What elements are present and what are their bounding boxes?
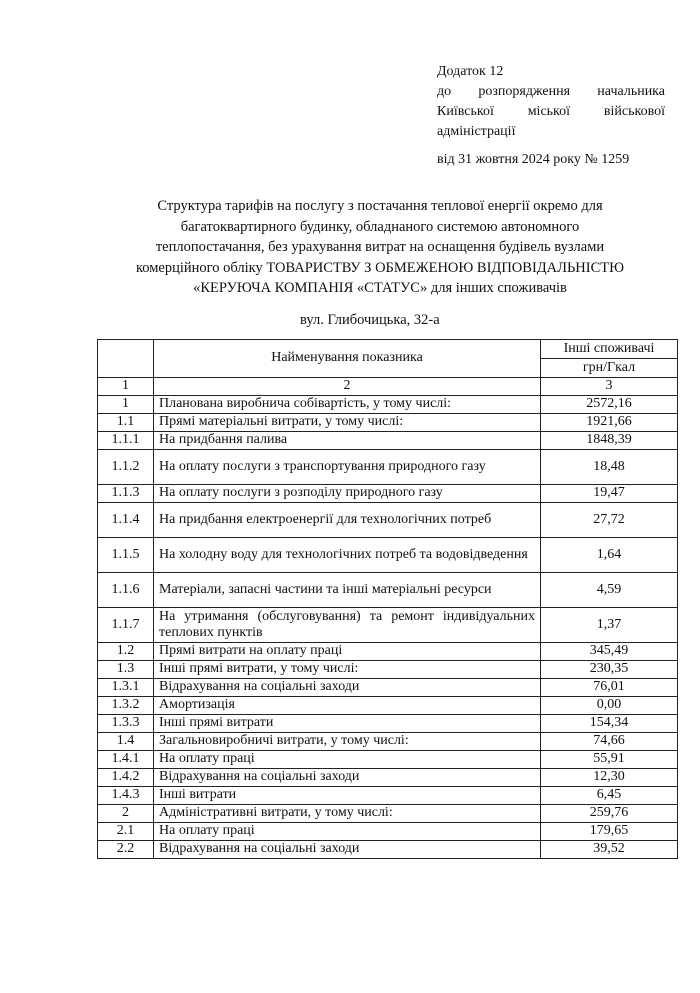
row-name: На оплату праці <box>154 751 541 769</box>
header-consumers-cell: Інші споживачі <box>541 340 678 359</box>
table-row <box>98 432 678 450</box>
row-number: 1 <box>98 396 154 414</box>
row-value: 39,52 <box>541 841 678 859</box>
header-number-cell <box>98 340 154 378</box>
row-name: Інші прямі витрати <box>154 715 541 733</box>
row-value: 12,30 <box>541 769 678 787</box>
table-row <box>98 697 678 715</box>
document-title <box>80 196 680 299</box>
row-name: На утримання (обслуговування) та ремонт індивідуальних теплових пунктів <box>154 608 541 643</box>
table-row <box>98 503 678 538</box>
row-number: 1.4.3 <box>98 787 154 805</box>
table-row <box>98 573 678 608</box>
row-value: 1,37 <box>541 608 678 643</box>
row-number: 1.3.1 <box>98 679 154 697</box>
row-value: 4,59 <box>541 573 678 608</box>
title-line: Структура тарифів на послугу з постачання теплової енергії окремо для <box>157 198 603 214</box>
table-row <box>98 450 678 485</box>
row-name: Амортизація <box>154 697 541 715</box>
row-number: 1.3.3 <box>98 715 154 733</box>
table-row <box>98 538 678 573</box>
row-number: 1.1 <box>98 414 154 432</box>
row-name: Відрахування на соціальні заходи <box>154 679 541 697</box>
row-value: 1848,39 <box>541 432 678 450</box>
header-unit-cell: грн/Гкал <box>541 359 678 378</box>
table-row <box>98 823 678 841</box>
row-name: Інші прямі витрати, у тому числі: <box>154 661 541 679</box>
table-row <box>98 715 678 733</box>
row-name: Матеріали, запасні частини та інші матеріальні ресурси <box>154 573 541 608</box>
table-row <box>98 733 678 751</box>
table-row <box>98 661 678 679</box>
row-number: 1.4.2 <box>98 769 154 787</box>
row-number: 1.1.3 <box>98 485 154 503</box>
annex-line: адміністрації <box>437 124 516 139</box>
address: вул. Глибочицька, 32-а <box>300 312 440 328</box>
table-row <box>98 485 678 503</box>
row-value: 18,48 <box>541 450 678 485</box>
row-number: 1.3 <box>98 661 154 679</box>
row-value: 2572,16 <box>541 396 678 414</box>
table-row <box>98 805 678 823</box>
row-name: Адміністративні витрати, у тому числі: <box>154 805 541 823</box>
annex-line: до розпорядження начальника <box>437 84 665 99</box>
column-index-cell: 2 <box>154 378 541 396</box>
row-name: На оплату послуги з розподілу природного газу <box>154 485 541 503</box>
row-number: 1.4 <box>98 733 154 751</box>
table-row <box>98 643 678 661</box>
title-line: багатоквартирного будинку, обладнаного системою автономного <box>180 218 580 235</box>
row-value: 0,00 <box>541 697 678 715</box>
row-value: 6,45 <box>541 787 678 805</box>
row-name: Відрахування на соціальні заходи <box>154 841 541 859</box>
row-value: 259,76 <box>541 805 678 823</box>
row-value: 1921,66 <box>541 414 678 432</box>
row-value: 74,66 <box>541 733 678 751</box>
row-number: 1.1.5 <box>98 538 154 573</box>
row-name: На оплату послуги з транспортування природного газу <box>154 450 541 485</box>
title-line: «КЕРУЮЧА КОМПАНІЯ «СТАТУС» для інших споживачів <box>193 280 567 296</box>
annex-block <box>437 62 665 170</box>
table-row <box>98 787 678 805</box>
table-row <box>98 751 678 769</box>
row-name: Загальновиробничі витрати, у тому числі: <box>154 733 541 751</box>
table-row <box>98 841 678 859</box>
table-row <box>98 608 678 643</box>
header-name-cell: Найменування показника <box>154 340 541 378</box>
table-row <box>98 414 678 432</box>
row-value: 76,01 <box>541 679 678 697</box>
row-number: 2 <box>98 805 154 823</box>
row-value: 27,72 <box>541 503 678 538</box>
row-name: Відрахування на соціальні заходи <box>154 769 541 787</box>
row-number: 1.2 <box>98 643 154 661</box>
row-number: 1.1.7 <box>98 608 154 643</box>
row-number: 1.1.6 <box>98 573 154 608</box>
row-value: 345,49 <box>541 643 678 661</box>
row-value: 230,35 <box>541 661 678 679</box>
row-number: 2.2 <box>98 841 154 859</box>
row-value: 1,64 <box>541 538 678 573</box>
annex-line: Київської міської військової <box>437 104 665 119</box>
table-row <box>98 396 678 414</box>
row-number: 2.1 <box>98 823 154 841</box>
row-value: 19,47 <box>541 485 678 503</box>
row-number: 1.1.4 <box>98 503 154 538</box>
row-name: На оплату праці <box>154 823 541 841</box>
annex-number: Додаток 12 <box>437 64 504 79</box>
tariff-table <box>97 339 678 859</box>
row-value: 55,91 <box>541 751 678 769</box>
row-name: Прямі витрати на оплату праці <box>154 643 541 661</box>
row-number: 1.1.1 <box>98 432 154 450</box>
row-number: 1.4.1 <box>98 751 154 769</box>
row-value: 179,65 <box>541 823 678 841</box>
row-name: Прямі матеріальні витрати, у тому числі: <box>154 414 541 432</box>
table-row <box>98 769 678 787</box>
title-line: теплопостачання, без урахування витрат на оснащення будівель вузлами <box>155 239 605 255</box>
column-index-cell: 3 <box>541 378 678 396</box>
column-index-cell: 1 <box>98 378 154 396</box>
row-name: Планована виробнича собівартість, у тому числі: <box>154 396 541 414</box>
row-value: 154,34 <box>541 715 678 733</box>
annex-date: від 31 жовтня 2024 року № 1259 <box>437 152 630 167</box>
row-name: На придбання електроенергії для технологічних потреб <box>154 503 541 538</box>
row-name: Інші витрати <box>154 787 541 805</box>
row-name: На холодну воду для технологічних потреб та водовідведення <box>154 538 541 573</box>
row-number: 1.3.2 <box>98 697 154 715</box>
title-line: комерційного обліку ТОВАРИСТВУ З ОБМЕЖЕНОЮ ВІДПОВІДАЛЬНІСТЮ <box>135 259 625 276</box>
row-number: 1.1.2 <box>98 450 154 485</box>
row-name: На придбання палива <box>154 432 541 450</box>
table-row <box>98 679 678 697</box>
